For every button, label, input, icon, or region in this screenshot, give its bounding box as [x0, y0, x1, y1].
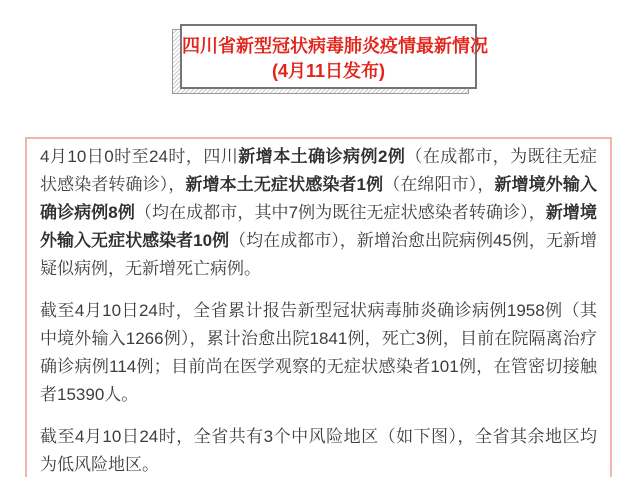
paragraph-risk-areas [40, 423, 597, 477]
bulletin-body-box [25, 137, 612, 477]
highlighted-stat-text: 新增本土确诊病例2例 [238, 147, 406, 166]
paragraph-daily-update [40, 143, 597, 283]
bulletin-publish-date: (4月11日发布) [271, 61, 386, 81]
highlighted-stat-text: 新增境外输入无症状感染者10例 [40, 203, 597, 250]
body-text: 截至4月10日24时，全省累计报告新型冠状病毒肺炎确诊病例1958例（其中境外输入1266例），累计治愈出院1841例，死亡3例，目前在院隔离治疗确诊病例114例；目前尚在医学观察的无症状感染者101例，在管密切接触者15390人。 [40, 301, 597, 404]
body-text: （均在成都市），新增治愈出院病例45例，无新增疑似病例，无新增死亡病例。 [40, 231, 597, 278]
bulletin-title: 四川省新型冠状病毒肺炎疫情最新情况 [182, 36, 488, 56]
highlighted-stat-text: 新增本土无症状感染者1例 [185, 175, 384, 194]
body-text: 4月10日0时至24时，四川 [40, 147, 239, 166]
body-text: 截至4月10日24时，全省共有3个中风险地区（如下图），全省其余地区均为低风险地区。 [40, 427, 597, 474]
title-box [180, 24, 488, 89]
body-text: （在成都市，为既往无症状感染者转确诊）， [40, 147, 597, 194]
body-text: （均在成都市，其中7例为既往无症状感染者转确诊）， [134, 203, 546, 222]
body-text: （在绵阳市）， [383, 175, 495, 194]
paragraph-cumulative-totals [40, 297, 597, 409]
highlighted-stat-text: 新增境外输入确诊病例8例 [40, 175, 598, 222]
